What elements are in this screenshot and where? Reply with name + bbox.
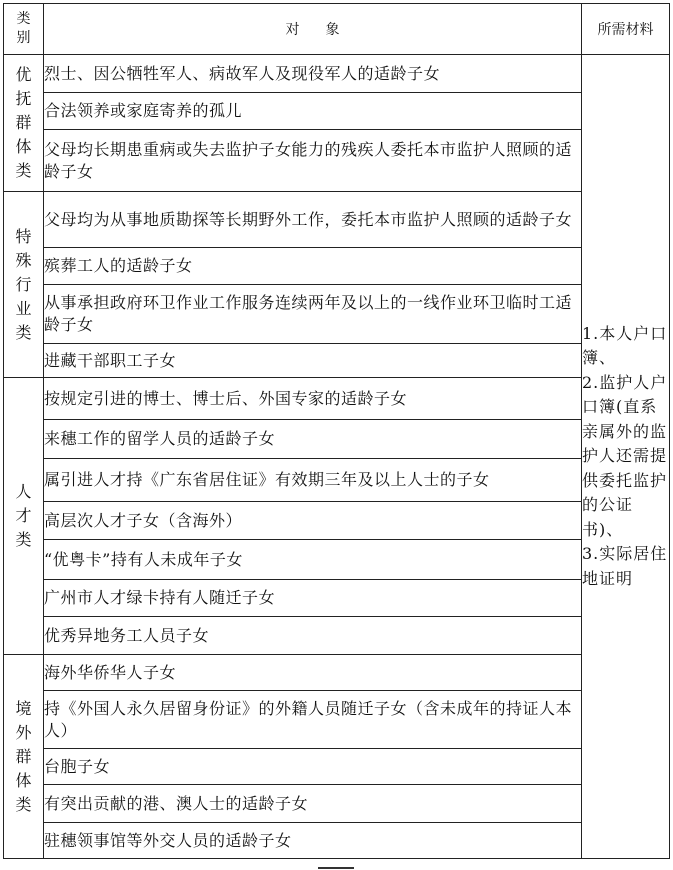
list-item: 按规定引进的博士、博士后、外国专家的适龄子女 (44, 378, 582, 420)
list-item: 海外华侨华人子女 (44, 655, 582, 691)
table-row (4, 691, 670, 749)
table-row (4, 459, 670, 502)
list-item: 烈士、因公牺牲军人、病故军人及现役军人的适龄子女 (44, 55, 582, 93)
table-row (4, 248, 670, 285)
table-row (4, 344, 670, 378)
list-item: 父母均长期患重病或失去监护子女能力的残疾人委托本市监护人照顾的适龄子女 (44, 130, 582, 192)
table-row (4, 655, 670, 691)
table-row (4, 540, 670, 580)
table-row (4, 130, 670, 192)
table-row (4, 378, 670, 420)
table-row (4, 785, 670, 823)
table-row (4, 823, 670, 859)
list-item: 进藏干部职工子女 (44, 344, 582, 378)
list-item: 父母均为从事地质勘探等长期野外工作，委托本市监护人照顾的适龄子女 (44, 192, 582, 248)
list-item: 优秀异地务工人员子女 (44, 617, 582, 655)
table-row (4, 502, 670, 540)
list-item: 殡葬工人的适龄子女 (44, 248, 582, 285)
material-item-1: 1.本人户口簿、 (582, 323, 668, 368)
list-item: 驻穗领事馆等外交人员的适龄子女 (44, 823, 582, 859)
table-row (4, 617, 670, 655)
category-cell-special-industry: 特殊行业类 (4, 192, 44, 378)
list-item: 从事承担政府环卫作业工作服务连续两年及以上的一线作业环卫临时工适龄子女 (44, 285, 582, 344)
header-object: 对象 (44, 4, 582, 55)
list-item: 来穗工作的留学人员的适龄子女 (44, 420, 582, 459)
table-header-row (4, 4, 670, 55)
table-row (4, 580, 670, 617)
list-item: “优粤卡”持有人未成年子女 (44, 540, 582, 580)
list-item: 台胞子女 (44, 749, 582, 785)
list-item: 属引进人才持《广东省居住证》有效期三年及以上人士的子女 (44, 459, 582, 502)
material-item-3: 3.实际居住地证明 (582, 544, 668, 588)
category-cell-preferential: 优抚群体类 (4, 55, 44, 192)
table-row (4, 749, 670, 785)
page-footer-line (318, 867, 354, 869)
category-cell-overseas: 境外群体类 (4, 655, 44, 859)
list-item: 有突出贡献的港、澳人士的适龄子女 (44, 785, 582, 823)
table-row (4, 192, 670, 248)
header-materials: 所需材料 (582, 4, 670, 55)
table-row (4, 420, 670, 459)
category-cell-talent: 人才类 (4, 378, 44, 655)
materials-cell (582, 55, 670, 859)
list-item: 广州市人才绿卡持有人随迁子女 (44, 580, 582, 617)
list-item: 持《外国人永久居留身份证》的外籍人员随迁子女（含未成年的持证人本人） (44, 691, 582, 749)
eligibility-table (3, 3, 670, 859)
header-category: 类别 (4, 4, 44, 55)
table-row (4, 55, 670, 93)
list-item: 高层次人才子女（含海外） (44, 502, 582, 540)
table-row (4, 93, 670, 130)
material-item-2: 2.监护人户口簿(直系亲属外的监护人还需提供委托监护的公证书)、 (582, 372, 668, 539)
table-row (4, 285, 670, 344)
list-item: 合法领养或家庭寄养的孤儿 (44, 93, 582, 130)
